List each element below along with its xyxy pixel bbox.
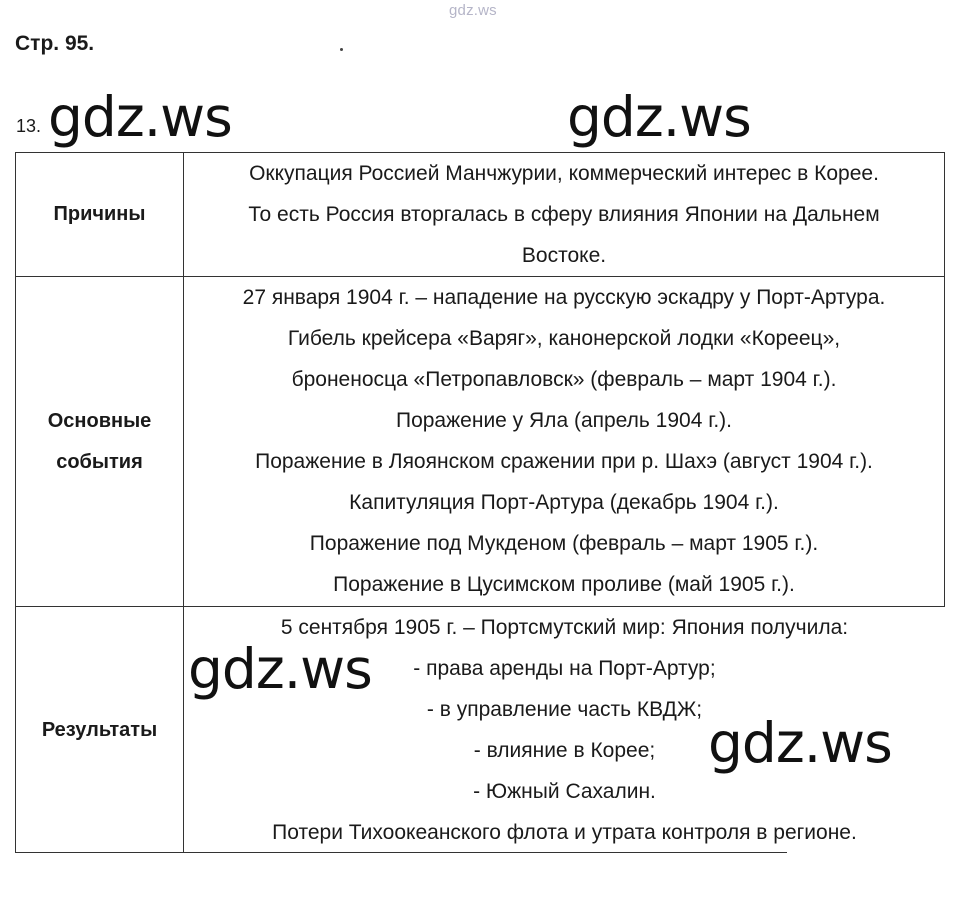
content-line: Поражение под Мукденом (февраль – март 1905 г.). [309,532,819,555]
table-row-events [16,277,945,607]
content-line: Оккупация Россией Манчжурии, коммерческий интерес в Корее. [249,162,879,185]
watermark-2: gdz.ws [567,85,751,149]
page-number: Стр. 95. [15,32,95,55]
task-number: 13. [16,116,42,136]
content-line: 27 января 1904 г. – нападение на русскую эскадру у Порт-Артура. [242,286,886,309]
content-line: 5 сентября 1905 г. – Портсмутский мир: Япония получила: [280,616,849,639]
stray-dot [340,48,343,51]
row-header-causes [16,153,184,276]
header-line: Основные [47,409,152,432]
row-header-events [16,277,184,606]
header-line: события [56,450,143,473]
content-line: - влияние в Корее; [473,739,656,762]
row-content-events [184,277,945,606]
content-line: - в управление часть КВДЖ; [426,698,703,721]
watermark-1: gdz.ws [48,85,232,149]
content-line: Капитуляция Порт-Артура (декабрь 1904 г.). [349,491,779,514]
content-line: Гибель крейсера «Варяг», канонерской лодки «Кореец», [287,327,841,350]
content-line: Поражение у Яла (апрель 1904 г.). [395,409,732,432]
bottom-rule [15,852,787,853]
top-watermark: gdz.ws [449,2,497,19]
content-line: Поражение в Ляоянском сражении при р. Шахэ (август 1904 г.). [255,450,873,473]
watermark-3: gdz.ws [188,637,372,701]
table-row-causes [16,153,945,277]
content-line: Поражение в Цусимском проливе (май 1905 г.). [333,573,795,596]
header-line: Результаты [41,718,158,741]
content-line: - Южный Сахалин. [473,780,656,803]
content-line: Востоке. [521,244,607,267]
row-content-causes [184,153,945,276]
content-line: - права аренды на Порт-Артур; [413,657,716,680]
content-line: Потери Тихоокеанского флота и утрата контроля в регионе. [272,821,857,844]
row-header-results [16,607,184,853]
header-line: Причины [53,203,146,225]
content-line: броненосца «Петропавловск» (февраль – март 1904 г.). [291,368,837,391]
content-line: То есть Россия вторгалась в сферу влияния Японии на Дальнем [248,203,880,226]
watermark-4: gdz.ws [708,711,892,775]
